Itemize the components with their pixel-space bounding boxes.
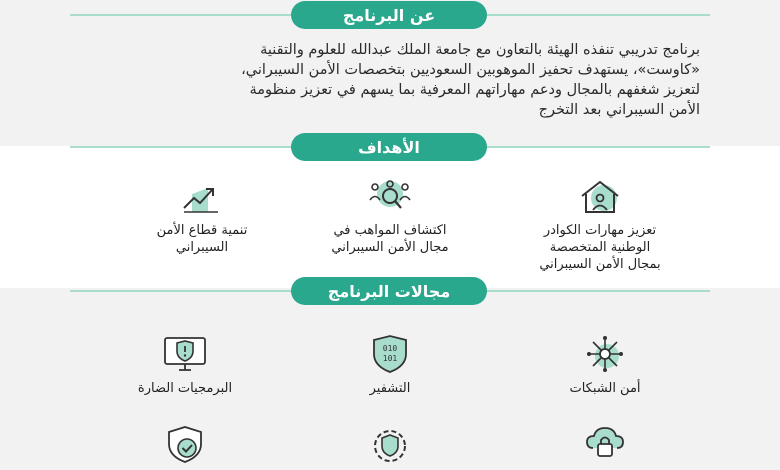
field-item <box>540 424 670 470</box>
network-icon <box>585 334 625 374</box>
goal-label-line: بمجال الأمن السيبراني <box>539 257 661 272</box>
field-item <box>120 334 250 397</box>
goal-label-line: السيبراني <box>175 240 229 255</box>
fields-title: مجالات البرنامج <box>291 277 487 305</box>
about-line: برنامج تدريبي تنفذه الهيئة بالتعاون مع جامعة الملك عبدالله للعلوم والتقنية <box>260 42 700 58</box>
gear-shield-icon <box>368 424 412 464</box>
about-title: عن البرنامج <box>291 1 487 29</box>
field-item <box>120 424 250 470</box>
about-line: لتعزيز شغفهم بالمجال ودعم مهاراتهم المعرفية بما يسهم في تعزيز منظومة <box>249 82 700 98</box>
goal-item <box>300 178 480 256</box>
about-paragraph <box>80 40 700 120</box>
monitor-alert-icon <box>162 334 208 374</box>
about-line: الأمن السيبراني بعد التخرج <box>538 102 700 118</box>
field-item <box>325 424 455 470</box>
goal-label-line: مجال الأمن السيبراني <box>331 240 449 255</box>
goal-item <box>112 178 292 256</box>
svg-text:010: 010 <box>382 344 398 353</box>
goal-label <box>510 222 690 273</box>
house-people-icon <box>576 178 624 216</box>
goal-item <box>510 178 690 273</box>
talent-search-icon <box>366 178 414 216</box>
goal-label <box>300 222 480 256</box>
cloud-lock-icon <box>583 424 627 464</box>
field-label: البرمجيات الضارة <box>137 381 233 396</box>
field-item <box>325 334 455 397</box>
goal-label-line: الوطنية المتخصصة <box>549 240 651 255</box>
goals-title: الأهداف <box>291 133 487 161</box>
field-label: أمن الشبكات <box>569 381 641 396</box>
goal-label <box>112 222 292 256</box>
goal-label-line: تنمية قطاع الأمن <box>156 223 248 238</box>
about-line: «كاوست»، يستهدف تحفيز الموهوبين السعوديين بتخصصات الأمن السيبراني، <box>241 62 700 78</box>
field-label: التشفير <box>369 381 411 396</box>
shield-check-icon <box>163 424 207 464</box>
binary-shield-icon <box>370 334 410 374</box>
goal-label-line: اكتشاف المواهب في <box>333 223 447 238</box>
growth-chart-icon <box>178 178 226 216</box>
goal-label-line: تعزيز مهارات الكوادر <box>543 223 657 238</box>
field-item <box>540 334 670 397</box>
svg-text:101: 101 <box>382 354 398 363</box>
